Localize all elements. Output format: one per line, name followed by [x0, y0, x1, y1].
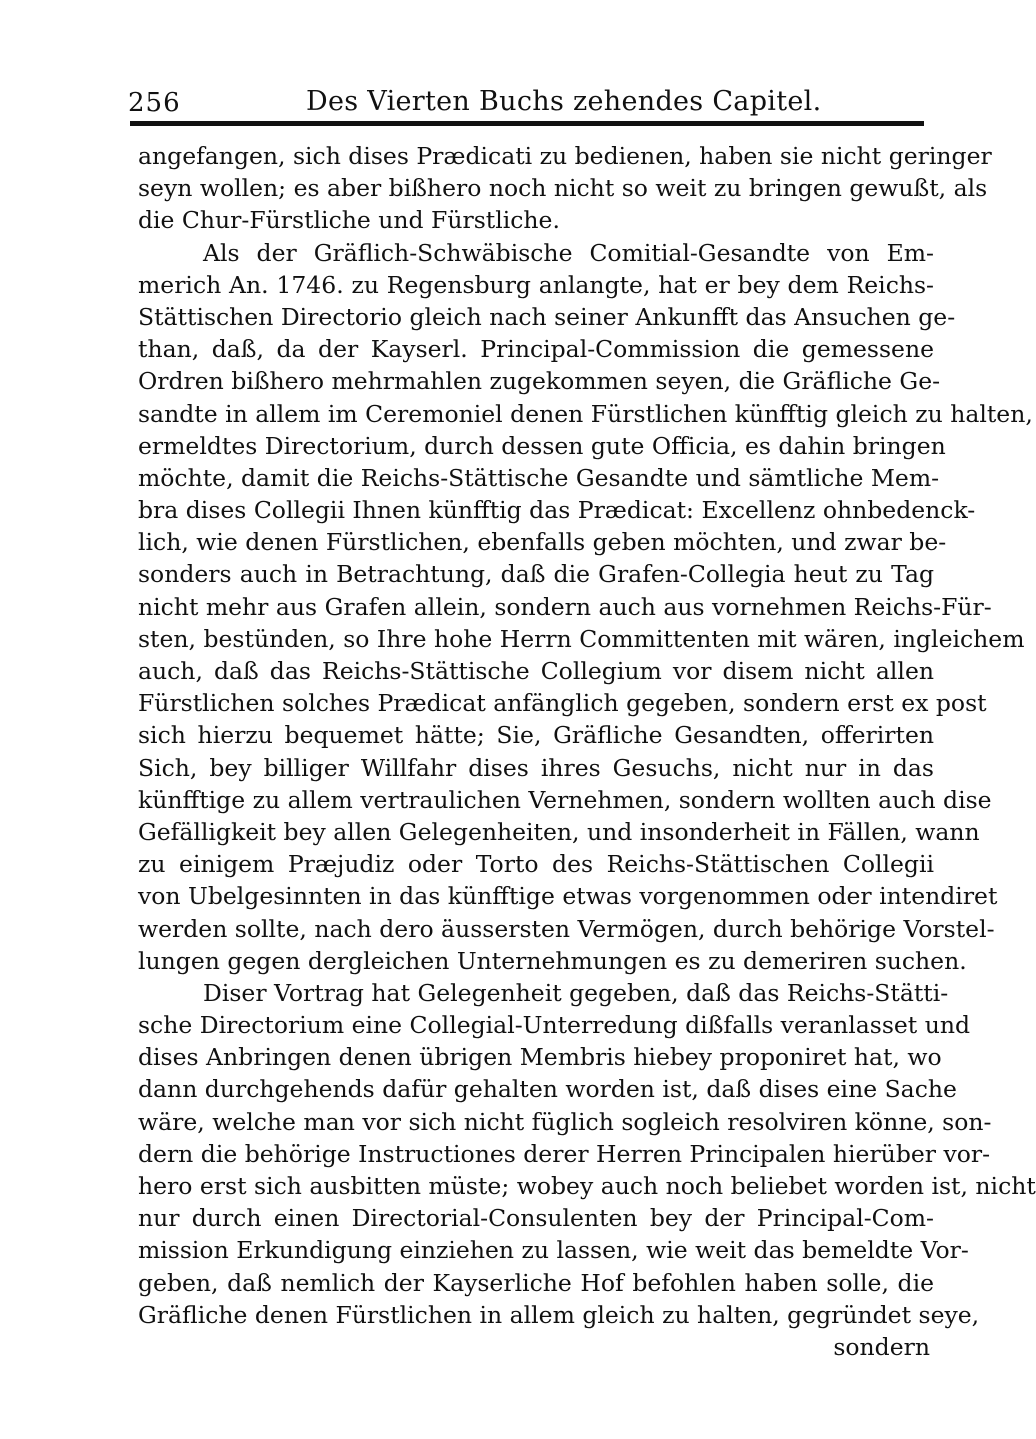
- text-line: sonders auch in Betrachtung, daß die Grafen-Collegia heut zu Tag: [138, 560, 934, 589]
- text-line: sten, bestünden, so Ihre hohe Herrn Committenten mit wären, ingleichem: [138, 624, 1025, 653]
- running-head: Des Vierten Buchs zehendes Capitel.: [306, 86, 822, 117]
- catchword: sondern: [833, 1332, 930, 1361]
- text-line: seyn wollen; es aber bißhero noch nicht so weit zu bringen gewußt, als: [138, 174, 988, 203]
- text-line: die Chur-Fürstliche und Fürstliche.: [138, 206, 560, 235]
- text-line: auch, daß das Reichs-Stättische Collegium vor disem nicht allen: [138, 657, 934, 685]
- text-line: nicht mehr aus Grafen allein, sondern auch aus vornehmen Reichs-Für-: [138, 592, 992, 621]
- header-rule: [130, 121, 924, 126]
- text-line: geben, daß nemlich der Kayserliche Hof befohlen haben solle, die: [138, 1268, 934, 1297]
- text-line: Gräfliche denen Fürstlichen in allem gleich zu halten, gegründet seye,: [138, 1300, 980, 1329]
- text-line: nur durch einen Directorial-Consulenten bey der Principal-Com-: [138, 1204, 934, 1233]
- text-line: Fürstlichen solches Prædicat anfänglich gegeben, sondern erst ex post: [138, 689, 987, 718]
- paragraph-start-line: Diser Vortrag hat Gelegenheit gegeben, daß das Reichs-Stätti-: [203, 978, 949, 1007]
- text-line: von Ubelgesinnten in das künfftige etwas vorgenommen oder intendiret: [138, 882, 998, 911]
- page-number: 256: [128, 88, 181, 118]
- body-text: [138, 140, 1036, 1363]
- text-line: Gefälligkeit bey allen Gelegenheiten, und insonderheit in Fällen, wann: [138, 817, 980, 846]
- text-line: dises Anbringen denen übrigen Membris hiebey proponiret hat, wo: [138, 1043, 942, 1072]
- text-line: hero erst sich ausbitten müste; wobey auch noch beliebet worden ist, nicht: [138, 1172, 1036, 1200]
- text-line: dann durchgehends dafür gehalten worden ist, daß dises eine Sache: [138, 1075, 957, 1104]
- text-line: mission Erkundigung einziehen zu lassen, wie weit das bemeldte Vor-: [138, 1236, 969, 1265]
- text-line: wäre, welche man vor sich nicht füglich sogleich resolviren könne, son-: [138, 1107, 992, 1136]
- text-line: Stättischen Directorio gleich nach seiner Ankunfft das Ansuchen ge-: [138, 302, 956, 331]
- text-line: sandte in allem im Ceremoniel denen Fürstlichen künfftig gleich zu halten,: [138, 399, 1033, 428]
- text-line: lich, wie denen Fürstlichen, ebenfalls geben möchten, und zwar be-: [138, 528, 947, 557]
- text-line: angefangen, sich dises Prædicati zu bedienen, haben sie nicht geringer: [138, 142, 992, 170]
- text-line: than, daß, da der Kayserl. Principal-Commission die gemessene: [138, 335, 934, 364]
- text-line: möchte, damit die Reichs-Stättische Gesandte und sämtliche Mem-: [138, 463, 940, 492]
- text-line: sche Directorium eine Collegial-Unterredung dißfalls veranlasset und: [138, 1011, 971, 1040]
- text-line: werden sollte, nach dero äussersten Vermögen, durch behörige Vorstel-: [138, 914, 995, 943]
- text-line: bra dises Collegii Ihnen künfftig das Prædicat: Excellenz ohnbedenck-: [138, 496, 976, 525]
- paragraph-start-line: Als der Gräflich-Schwäbische Comitial-Gesandte von Em-: [203, 238, 934, 267]
- text-line: dern die behörige Instructiones derer Herren Principalen hierüber vor-: [138, 1139, 991, 1168]
- text-line: ermeldtes Directorium, durch dessen gute Officia, es dahin bringen: [138, 431, 946, 460]
- text-line: Ordren bißhero mehrmahlen zugekommen seyen, die Gräfliche Ge-: [138, 367, 941, 396]
- page-header: [128, 80, 928, 124]
- text-line: zu einigem Præjudiz oder Torto des Reichs-Stättischen Collegii: [138, 850, 934, 879]
- text-line: lungen gegen dergleichen Unternehmungen es zu demeriren suchen.: [138, 946, 967, 975]
- text-line: Sich, bey billiger Willfahr dises ihres Gesuchs, nicht nur in das: [138, 753, 934, 782]
- text-line: künfftige zu allem vertraulichen Vernehmen, sondern wollten auch dise: [138, 785, 992, 814]
- text-line: sich hierzu bequemet hätte; Sie, Gräfliche Gesandten, offerirten: [138, 721, 934, 750]
- text-line: merich An. 1746. zu Regensburg anlangte, hat er bey dem Reichs-: [138, 270, 934, 299]
